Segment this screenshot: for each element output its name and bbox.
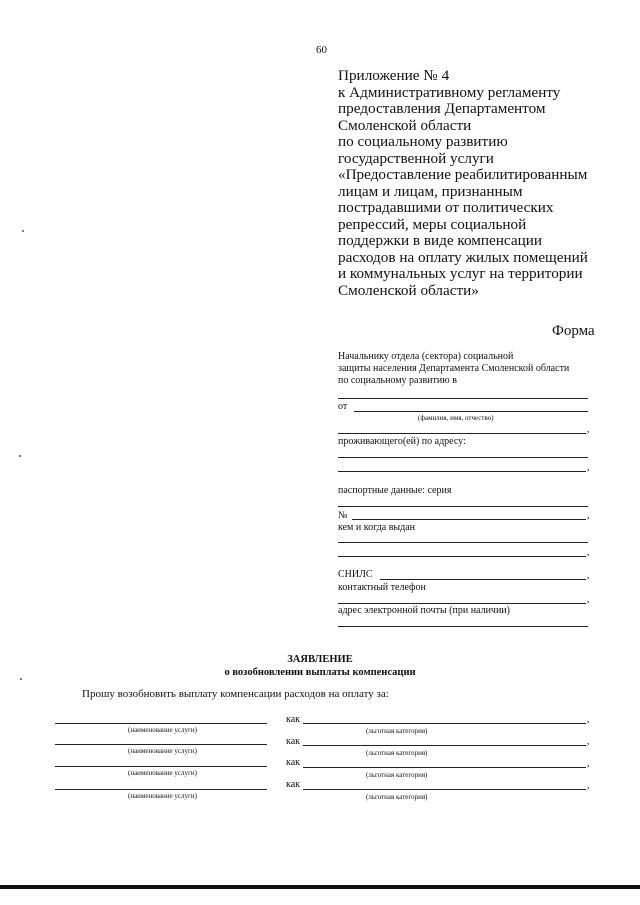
comma: , (587, 462, 590, 473)
form-label: Форма (552, 323, 595, 339)
page-bottom-edge (0, 885, 640, 889)
category-caption: (льготная категория) (366, 793, 428, 801)
addressee-blank-line[interactable] (338, 398, 588, 399)
as-label: как (286, 714, 301, 725)
appendix-line: по социальному развитию (338, 133, 508, 150)
fio-field-line-2[interactable] (338, 433, 586, 434)
category-field[interactable] (303, 789, 586, 790)
email-label: адрес электронной почты (при наличии) (338, 605, 510, 616)
appendix-header (338, 68, 628, 299)
service-field[interactable] (55, 744, 267, 745)
appendix-line: «Предоставление реабилитированным (338, 166, 588, 183)
comma: , (587, 736, 590, 747)
snils-field[interactable] (380, 579, 586, 580)
phone-label: контактный телефон (338, 582, 426, 593)
appendix-line: государственной услуги (338, 149, 494, 167)
category-field[interactable] (303, 745, 586, 746)
category-field[interactable] (303, 723, 586, 724)
passport-series-field[interactable] (338, 506, 588, 507)
appendix-line: пострадавшими от политических (338, 199, 554, 216)
comma: , (587, 758, 590, 769)
comma: , (587, 780, 590, 791)
comma: , (587, 594, 590, 605)
address-field-line-1[interactable] (338, 457, 588, 458)
issued-label: кем и когда выдан (338, 522, 416, 533)
document-title: ЗАЯВЛЕНИЕ (287, 654, 353, 665)
scan-speck (19, 455, 21, 457)
comma: , (587, 547, 590, 558)
as-label: как (286, 779, 301, 790)
phone-field[interactable] (338, 603, 586, 604)
appendix-line: и коммунальных услуг на территории (338, 265, 583, 282)
service-caption: (наименование услуги) (128, 792, 197, 800)
addressee-line: по социальному развитию в (338, 375, 457, 386)
appendix-line: Смоленской области» (338, 281, 479, 299)
number-label: № (338, 510, 348, 521)
scan-speck (20, 678, 22, 680)
fio-caption: (фамилия, имя, отчество) (418, 414, 494, 422)
service-caption: (наименование услуги) (128, 747, 197, 755)
from-label: от (338, 401, 348, 412)
category-caption: (льготная категория) (366, 771, 428, 779)
appendix-line: Приложение № 4 (338, 67, 450, 84)
addressee-line: защиты населения Департамента Смоленской области (338, 363, 570, 374)
addressee-block (338, 351, 569, 387)
issued-field-line-1[interactable] (338, 542, 588, 543)
fio-field[interactable] (354, 411, 588, 412)
service-field[interactable] (55, 766, 267, 767)
appendix-line: поддержки в виде компенсации (338, 232, 542, 249)
comma: , (587, 424, 590, 435)
scan-speck (22, 230, 24, 232)
appendix-line: предоставления Департаментом (338, 100, 546, 117)
category-caption: (льготная категория) (366, 727, 428, 735)
page-number: 60 (316, 44, 327, 56)
document-subtitle: о возобновлении выплаты компенсации (224, 667, 416, 678)
as-label: как (286, 736, 301, 747)
service-caption: (наименование услуги) (128, 769, 197, 777)
category-caption: (льготная категория) (366, 749, 428, 757)
appendix-line: к Административному регламенту (338, 83, 561, 101)
comma: , (587, 570, 590, 581)
appendix-line: расходов на оплату жилых помещений (338, 248, 588, 266)
residing-label: проживающего(ей) по адресу: (338, 436, 466, 447)
passport-number-field[interactable] (352, 519, 586, 520)
appendix-line: репрессий, меры социальной (338, 215, 527, 233)
appendix-line: лицам и лицам, признанным (338, 182, 523, 200)
addressee-line: Начальнику отдела (сектора) социальной (338, 351, 514, 362)
issued-field-line-2[interactable] (338, 556, 586, 557)
address-field-line-2[interactable] (338, 471, 586, 472)
service-caption: (наименование услуги) (128, 726, 197, 734)
passport-label: паспортные данные: серия (338, 485, 452, 496)
appendix-line: Смоленской области (338, 116, 472, 134)
as-label: как (286, 757, 301, 768)
category-field[interactable] (303, 767, 586, 768)
email-field[interactable] (338, 626, 588, 627)
comma: , (587, 714, 590, 725)
snils-label: СНИЛС (338, 569, 373, 580)
service-field[interactable] (55, 789, 267, 790)
request-text: Прошу возобновить выплату компенсации расходов на оплату за: (82, 688, 389, 700)
comma: , (587, 510, 590, 521)
service-field[interactable] (55, 723, 267, 724)
